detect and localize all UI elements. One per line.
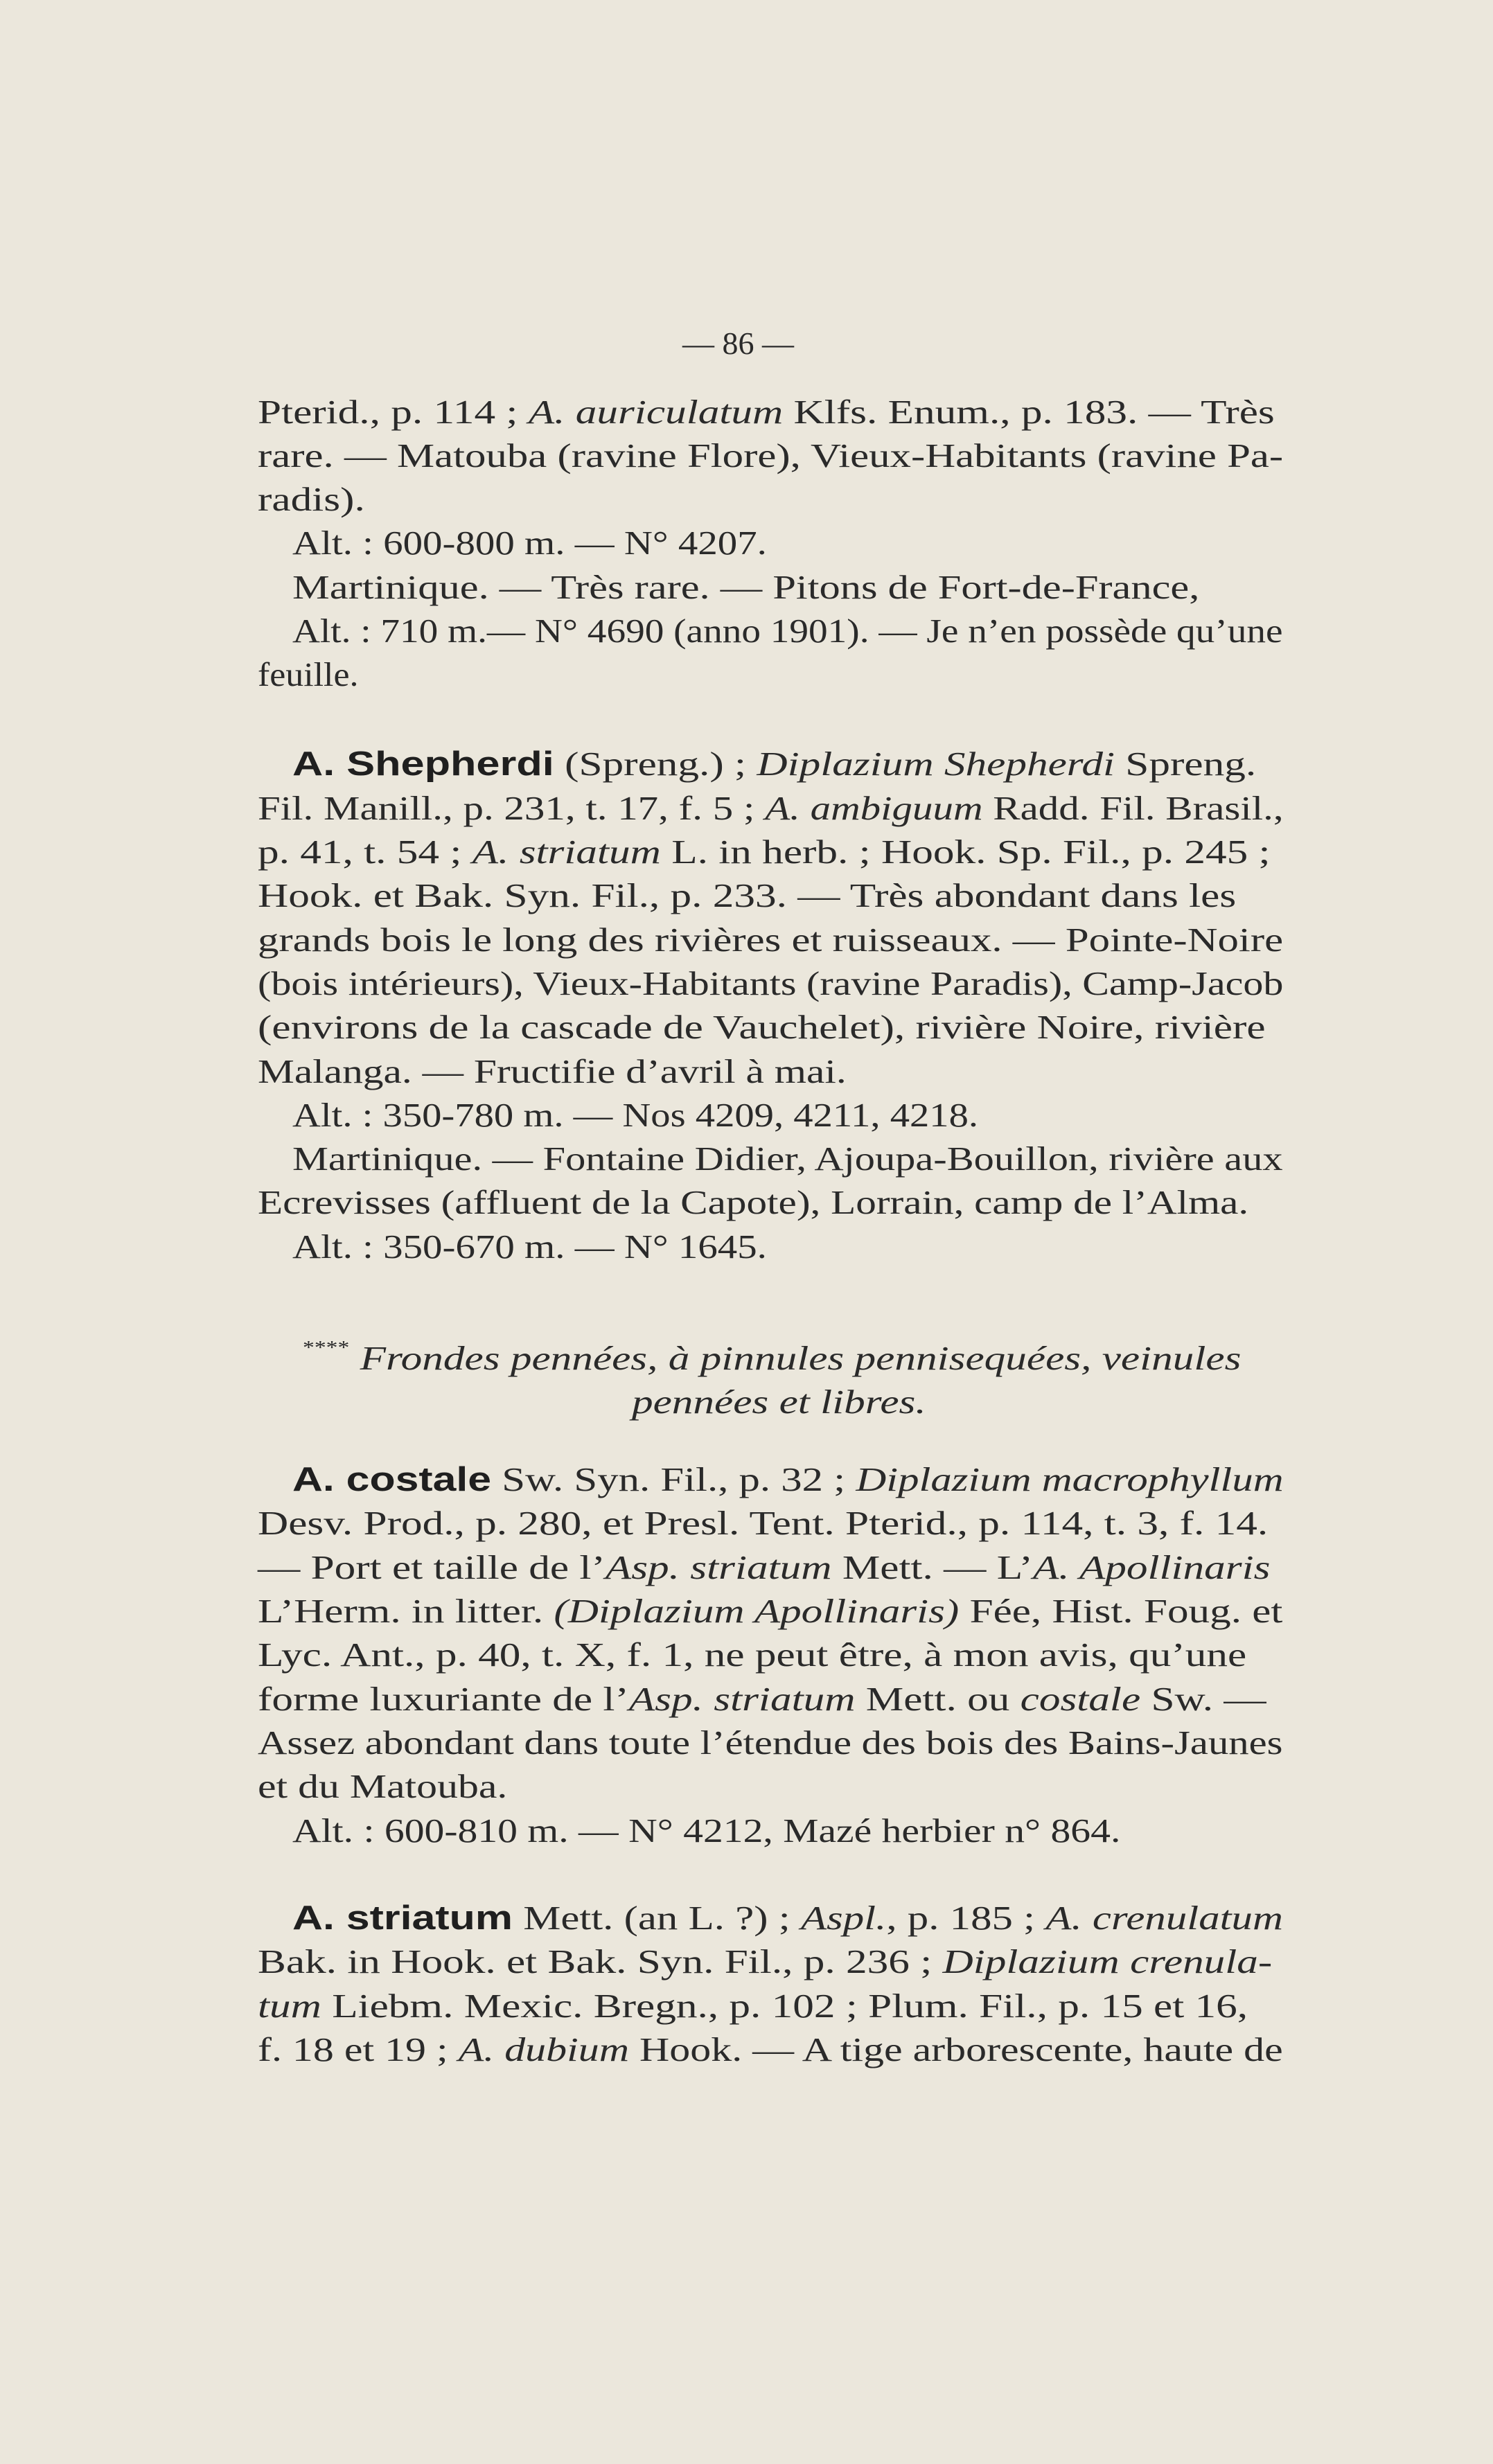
species-name: A. costale	[292, 1461, 492, 1498]
synonym: Aspl.	[800, 1899, 887, 1937]
auth: (Spreng.) ;	[554, 745, 757, 783]
text-line	[258, 831, 1271, 873]
t: Bak. in Hook. et Bak. Syn. Fil., p. 236 ;	[258, 1942, 943, 1980]
synonym: Diplazium macrophyllum	[856, 1460, 1284, 1498]
species-name: A. striatum	[292, 1899, 513, 1937]
synonym: A. crenulatum	[1045, 1899, 1283, 1937]
text-line: Assez abondant dans toute l’étendue des bois des Bains-Jaunes	[258, 1723, 1283, 1762]
text-line: (environs de la cascade de Vauchelet), rivière Noire, rivière	[258, 1008, 1266, 1046]
species-entry-costale	[292, 1459, 1284, 1500]
species-entry-shepherdi	[292, 743, 1256, 785]
t: f. 18 et 19 ;	[258, 2030, 459, 2068]
text-line: radis).	[258, 480, 365, 518]
synonym: A. dubium	[458, 2030, 630, 2068]
t: Mett. ou	[855, 1680, 1021, 1718]
text-line: Martinique. — Très rare. — Pitons de Fort-de-France,	[292, 568, 1200, 606]
t: Hook. — A tige arborescente, haute de	[629, 2030, 1283, 2068]
text-line: rare. — Matouba (ravine Flore), Vieux-Habitants (ravine Pa-	[258, 436, 1284, 475]
text-line	[258, 1678, 1266, 1720]
t: Radd. Fil. Brasil.,	[982, 789, 1284, 827]
t: Sw. —	[1140, 1680, 1266, 1718]
synonym: Diplazium Shepherdi	[757, 745, 1115, 783]
t: Mett. — L’	[831, 1548, 1033, 1586]
synonym: Asp. striatum	[605, 1548, 832, 1586]
section-heading-text: Frondes pennées, à pinnules pennisequées, veinules	[349, 1339, 1242, 1377]
text-line: grands bois le long des rivières et ruisseaux. — Pointe-Noire	[258, 921, 1284, 959]
section-heading-text-2: pennées et libres.	[632, 1383, 926, 1421]
t: L. in herb. ; Hook. Sp. Fil., p. 245 ;	[660, 833, 1271, 871]
t: — Port et taille de l’	[258, 1548, 606, 1586]
text-line: (bois intérieurs), Vieux-Habitants (ravine Paradis), Camp-Jacob	[258, 964, 1284, 1002]
text-line: Alt. : 600-800 m. — N° 4207.	[292, 524, 767, 562]
auth2: Spreng.	[1114, 745, 1257, 783]
p1-a: Pterid., p. 114 ;	[258, 393, 529, 431]
text-line: Hook. et Bak. Syn. Fil., p. 233. — Très abondant dans les	[258, 876, 1237, 914]
p1-c: Klfs. Enum., p. 183. — Très	[783, 393, 1275, 431]
text-line: et du Matouba.	[258, 1767, 508, 1805]
t: Fil. Manill., p. 231, t. 17, f. 5 ;	[258, 789, 766, 827]
text-line	[258, 1941, 1272, 1983]
t: L’Herm. in litter.	[258, 1592, 554, 1630]
text-line: Desv. Prod., p. 280, et Presl. Tent. Pterid., p. 114, t. 3, f. 14.	[258, 1504, 1269, 1542]
text-line	[258, 788, 1284, 829]
text-line: Alt. : 350-670 m. — N° 1645.	[292, 1227, 767, 1266]
text-line: Malanga. — Fructifie d’avril à mai.	[258, 1052, 847, 1090]
section-heading-2	[632, 1381, 926, 1423]
section-stars: ****	[303, 1337, 350, 1358]
text-line	[258, 1985, 1248, 2027]
t: p. 41, t. 54 ;	[258, 833, 472, 871]
text-line: Martinique. — Fontaine Didier, Ajoupa-Bouillon, rivière aux	[292, 1140, 1283, 1178]
t: , p. 185 ;	[886, 1899, 1046, 1937]
t: Fée, Hist. Foug. et	[959, 1592, 1283, 1630]
text-line	[258, 391, 1275, 433]
text-line	[258, 2029, 1283, 2071]
text-line	[258, 1547, 1270, 1588]
synonym: tum	[258, 1987, 321, 2025]
synonym: Asp. striatum	[628, 1680, 856, 1718]
text-line: feuille.	[258, 655, 359, 693]
t: Sw. Syn. Fil., p. 32 ;	[491, 1460, 856, 1498]
section-heading	[303, 1338, 1241, 1379]
text-line: Ecrevisses (affluent de la Capote), Lorrain, camp de l’Alma.	[258, 1183, 1249, 1221]
page-number: — 86 —	[682, 326, 794, 361]
t: forme luxuriante de l’	[258, 1680, 629, 1718]
text-line	[258, 1590, 1282, 1632]
text-line: Lyc. Ant., p. 40, t. X, f. 1, ne peut être, à mon avis, qu’une	[258, 1636, 1247, 1674]
species-entry-striatum	[292, 1897, 1283, 1939]
species-name: A. Shepherdi	[292, 745, 554, 783]
t: Mett. (an L. ?) ;	[512, 1899, 801, 1937]
synonym: A. ambiguum	[765, 789, 983, 827]
p1-b: A. auriculatum	[528, 393, 784, 431]
text-line: Alt. : 600-810 m. — N° 4212, Mazé herbier n° 864.	[292, 1811, 1121, 1850]
synonym: Diplazium crenula-	[942, 1942, 1273, 1980]
synonym: A. striatum	[472, 833, 661, 871]
synonym: costale	[1020, 1680, 1141, 1718]
synonym: A. Apollinaris	[1032, 1548, 1271, 1586]
text-line: Alt. : 710 m.— N° 4690 (anno 1901). — Je n’en possède qu’une	[292, 612, 1283, 650]
text-line: Alt. : 350-780 m. — Nos 4209, 4211, 4218.	[292, 1096, 979, 1134]
synonym: (Diplazium Apollinaris)	[554, 1592, 960, 1630]
t: Liebm. Mexic. Bregn., p. 102 ; Plum. Fil., p. 15 et 16,	[321, 1987, 1248, 2025]
